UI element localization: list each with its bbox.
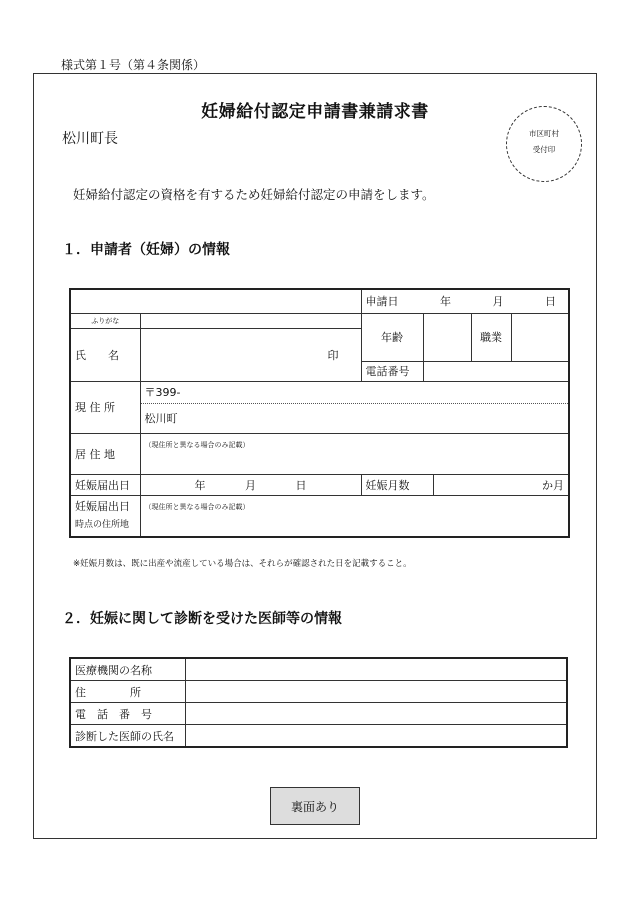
- report-address-note: （現住所と異なる場合のみ記載）: [144, 502, 250, 511]
- day-label: 日: [545, 295, 556, 309]
- year-label: 年: [440, 295, 451, 309]
- residence-note: （現住所と異なる場合のみ記載）: [144, 440, 250, 449]
- institution-address-field[interactable]: [185, 681, 567, 703]
- age-label: 年齢: [361, 313, 423, 361]
- pregnancy-months-note: ※妊娠月数は、既に出産や流産している場合は、それらが確認された日を記載すること。: [73, 559, 412, 569]
- pregnancy-months-label: 妊娠月数: [361, 474, 433, 495]
- institution-phone-label: 電 話 番 号: [70, 703, 185, 725]
- reception-stamp-area: [506, 106, 582, 182]
- institution-address-label: 住 所: [70, 681, 185, 703]
- occupation-label: 職業: [471, 313, 511, 361]
- report-month: 月: [245, 478, 256, 492]
- month-label: 月: [492, 295, 504, 309]
- report-day: 日: [295, 478, 307, 492]
- application-date-label: 申請日: [365, 295, 399, 309]
- residence-label: 居 住 地: [70, 433, 140, 474]
- medical-institution-label: 医療機関の名称: [70, 658, 185, 681]
- section2-heading: ２．妊娠に関して診断を受けた医師等の情報: [62, 611, 342, 627]
- occupation-field[interactable]: [511, 313, 569, 361]
- address-field[interactable]: [140, 381, 569, 433]
- pregnancy-months-field[interactable]: [433, 474, 569, 495]
- phone-field[interactable]: [423, 361, 569, 381]
- form-title: 妊婦給付認定申請書兼請求書: [201, 102, 429, 122]
- intro-text: 妊婦給付認定の資格を有するため妊婦給付認定の申請をします。: [73, 187, 435, 202]
- doctor-name-label: 診断した医師の氏名: [70, 725, 185, 748]
- town-name: 松川町: [144, 411, 178, 425]
- stamp-line-2: 受付印: [532, 145, 556, 154]
- residence-field[interactable]: [140, 433, 569, 474]
- form-number: 様式第１号（第４条関係）: [61, 58, 206, 72]
- phone-label: 電話番号: [361, 361, 423, 381]
- months-unit: か月: [542, 478, 565, 492]
- applicant-info-table: [69, 288, 570, 538]
- seal-mark: 印: [327, 348, 339, 362]
- address-label: 現 住 所: [70, 381, 140, 433]
- report-date-field[interactable]: [140, 474, 361, 495]
- age-field[interactable]: [423, 313, 471, 361]
- name-field[interactable]: [140, 328, 361, 381]
- furigana-label: ふりがな: [70, 313, 140, 328]
- section1-heading: １．申請者（妊婦）の情報: [62, 242, 230, 258]
- doctor-info-table: [69, 657, 568, 748]
- report-address-label-1: 妊娠届出日: [75, 499, 130, 513]
- addressee: 松川町長: [62, 131, 118, 147]
- medical-institution-field[interactable]: [185, 658, 567, 681]
- report-address-label-2: 時点の住所地: [75, 519, 130, 530]
- report-address-field[interactable]: [140, 495, 569, 537]
- postal-code: 〒399-: [141, 382, 569, 404]
- report-date-label: 妊娠届出日: [70, 474, 140, 495]
- furigana-field[interactable]: [140, 313, 361, 328]
- doctor-name-field[interactable]: [185, 725, 567, 748]
- stamp-line-1: 市区町村: [529, 129, 559, 138]
- back-side-button[interactable]: 裏面あり: [270, 787, 360, 825]
- institution-phone-field[interactable]: [185, 703, 567, 725]
- application-date-cell[interactable]: [361, 289, 569, 313]
- name-label: 氏 名: [70, 328, 140, 381]
- report-year: 年: [194, 478, 206, 492]
